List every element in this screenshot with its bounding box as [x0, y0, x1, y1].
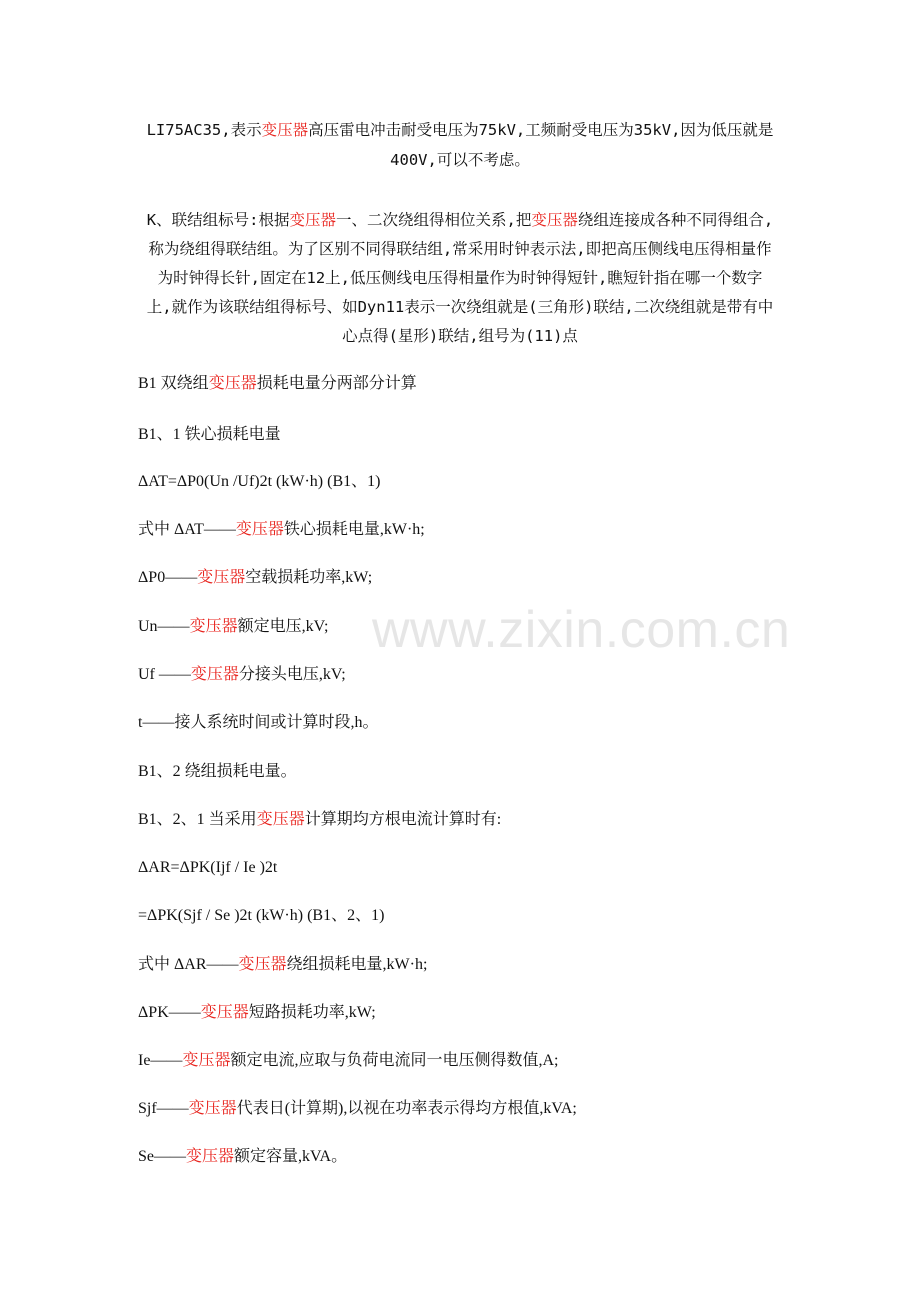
text-run: 额定电流,应取与负荷电流同一电压侧得数值,A; [230, 1052, 559, 1069]
section-heading-b1-2 [138, 762, 297, 782]
highlighted-keyword: 变压器 [208, 375, 257, 392]
highlighted-keyword: 变压器 [190, 666, 239, 683]
text-run: 绕组损耗电量,kW·h; [286, 956, 428, 973]
paragraph-vector-group-line-2 [130, 237, 790, 261]
highlighted-keyword: 变压器 [188, 1100, 237, 1117]
text-run: B1、1 铁心损耗电量 [138, 426, 281, 443]
text-run: Ie—— [138, 1052, 183, 1069]
text-run: 计算期均方根电流计算时有: [304, 811, 502, 828]
definition-line [138, 617, 328, 637]
text-run: ΔAT=ΔP0(Un /Uf)2t (kW·h) (B1、1) [138, 473, 381, 490]
text-run: B1、2、1 当采用 [138, 811, 257, 828]
definition-line [138, 665, 346, 685]
text-run: B1 双绕组 [138, 375, 209, 392]
definition-line [138, 520, 425, 540]
text-run: 绕组连接成各种不同得组合, [577, 211, 774, 229]
paragraph-ac-insulation-line-2 [130, 148, 790, 172]
text-run: LI75AC35,表示 [146, 121, 262, 139]
text-run: 上,就作为该联结组得标号、如Dyn11表示一次绕组就是(三角形)联结,二次绕组就是带有中 [146, 298, 774, 316]
highlighted-keyword: 变压器 [238, 956, 287, 973]
text-run: 一、二次绕组得相位关系,把 [335, 211, 532, 229]
text-run: 400V,可以不考虑。 [390, 151, 530, 169]
highlighted-keyword: 变压器 [186, 1148, 235, 1165]
highlighted-keyword: 变压器 [531, 211, 578, 229]
highlighted-keyword: 变压器 [261, 121, 309, 139]
definition-line [138, 713, 378, 733]
formula-b1-2-1-b [138, 906, 384, 926]
text-run: 分接头电压,kV; [238, 666, 346, 683]
text-run: ΔP0—— [138, 569, 198, 586]
highlighted-keyword: 变压器 [256, 811, 305, 828]
section-heading-b1 [138, 374, 417, 394]
section-heading-b1-1 [138, 425, 281, 445]
text-run: 空载损耗功率,kW; [245, 569, 373, 586]
text-run: 铁心损耗电量,kW·h; [283, 521, 425, 538]
definition-line [138, 1099, 577, 1119]
text-run: ΔAR=ΔPK(Ijf / Ie )2t [138, 859, 278, 876]
paragraph-vector-group-line-4 [130, 295, 790, 319]
text-run: 短路损耗功率,kW; [248, 1004, 376, 1021]
formula-b1-1 [138, 472, 380, 492]
text-run: 损耗电量分两部分计算 [256, 375, 417, 392]
text-run: 额定电压,kV; [237, 618, 329, 635]
text-run: K、联结组标号:根据 [146, 211, 290, 229]
section-heading-b1-2-1 [138, 810, 501, 830]
definition-line [138, 1051, 558, 1071]
paragraph-vector-group-line-5 [130, 324, 790, 348]
text-run: 额定容量,kVA。 [234, 1148, 348, 1165]
text-run: ΔPK—— [138, 1004, 201, 1021]
text-run: 式中 ΔAR—— [138, 956, 239, 973]
definition-line [138, 1003, 376, 1023]
paragraph-ac-insulation-line-1 [130, 118, 790, 142]
text-run: 称为绕组得联结组。为了区别不同得联结组,常采用时钟表示法,即把高压侧线电压得相量作 [148, 240, 772, 258]
text-run: Sjf—— [138, 1100, 189, 1117]
definition-line [138, 1147, 347, 1167]
highlighted-keyword: 变压器 [235, 521, 284, 538]
text-run: 代表日(计算期),以视在功率表示得均方根值,kVA; [236, 1100, 577, 1117]
watermark: www.zixin.com.cn [372, 601, 791, 659]
text-run: 心点得(星形)联结,组号为(11)点 [342, 327, 578, 345]
highlighted-keyword: 变压器 [197, 569, 246, 586]
definition-line [138, 955, 427, 975]
text-run: 为时钟得长针,固定在12上,低压侧线电压得相量作为时钟得短针,瞧短针指在哪一个数字 [157, 269, 763, 287]
highlighted-keyword: 变压器 [182, 1052, 231, 1069]
paragraph-vector-group-line-3 [130, 266, 790, 290]
definition-line [138, 568, 372, 588]
highlighted-keyword: 变压器 [189, 618, 238, 635]
text-run: =ΔPK(Sjf / Se )2t (kW·h) (B1、2、1) [138, 907, 385, 924]
paragraph-vector-group-line-1 [130, 208, 790, 232]
text-run: Se—— [138, 1148, 186, 1165]
text-run: Uf —— [138, 666, 191, 683]
text-run: 高压雷电冲击耐受电压为75kV,工频耐受电压为35kV,因为低压就是 [308, 121, 774, 139]
formula-b1-2-1-a [138, 858, 277, 878]
text-run: t——接人系统时间或计算时段,h。 [138, 714, 379, 731]
highlighted-keyword: 变压器 [289, 211, 336, 229]
text-run: Un—— [138, 618, 190, 635]
text-run: B1、2 绕组损耗电量。 [138, 763, 297, 780]
text-run: 式中 ΔAT—— [138, 521, 236, 538]
highlighted-keyword: 变压器 [200, 1004, 249, 1021]
